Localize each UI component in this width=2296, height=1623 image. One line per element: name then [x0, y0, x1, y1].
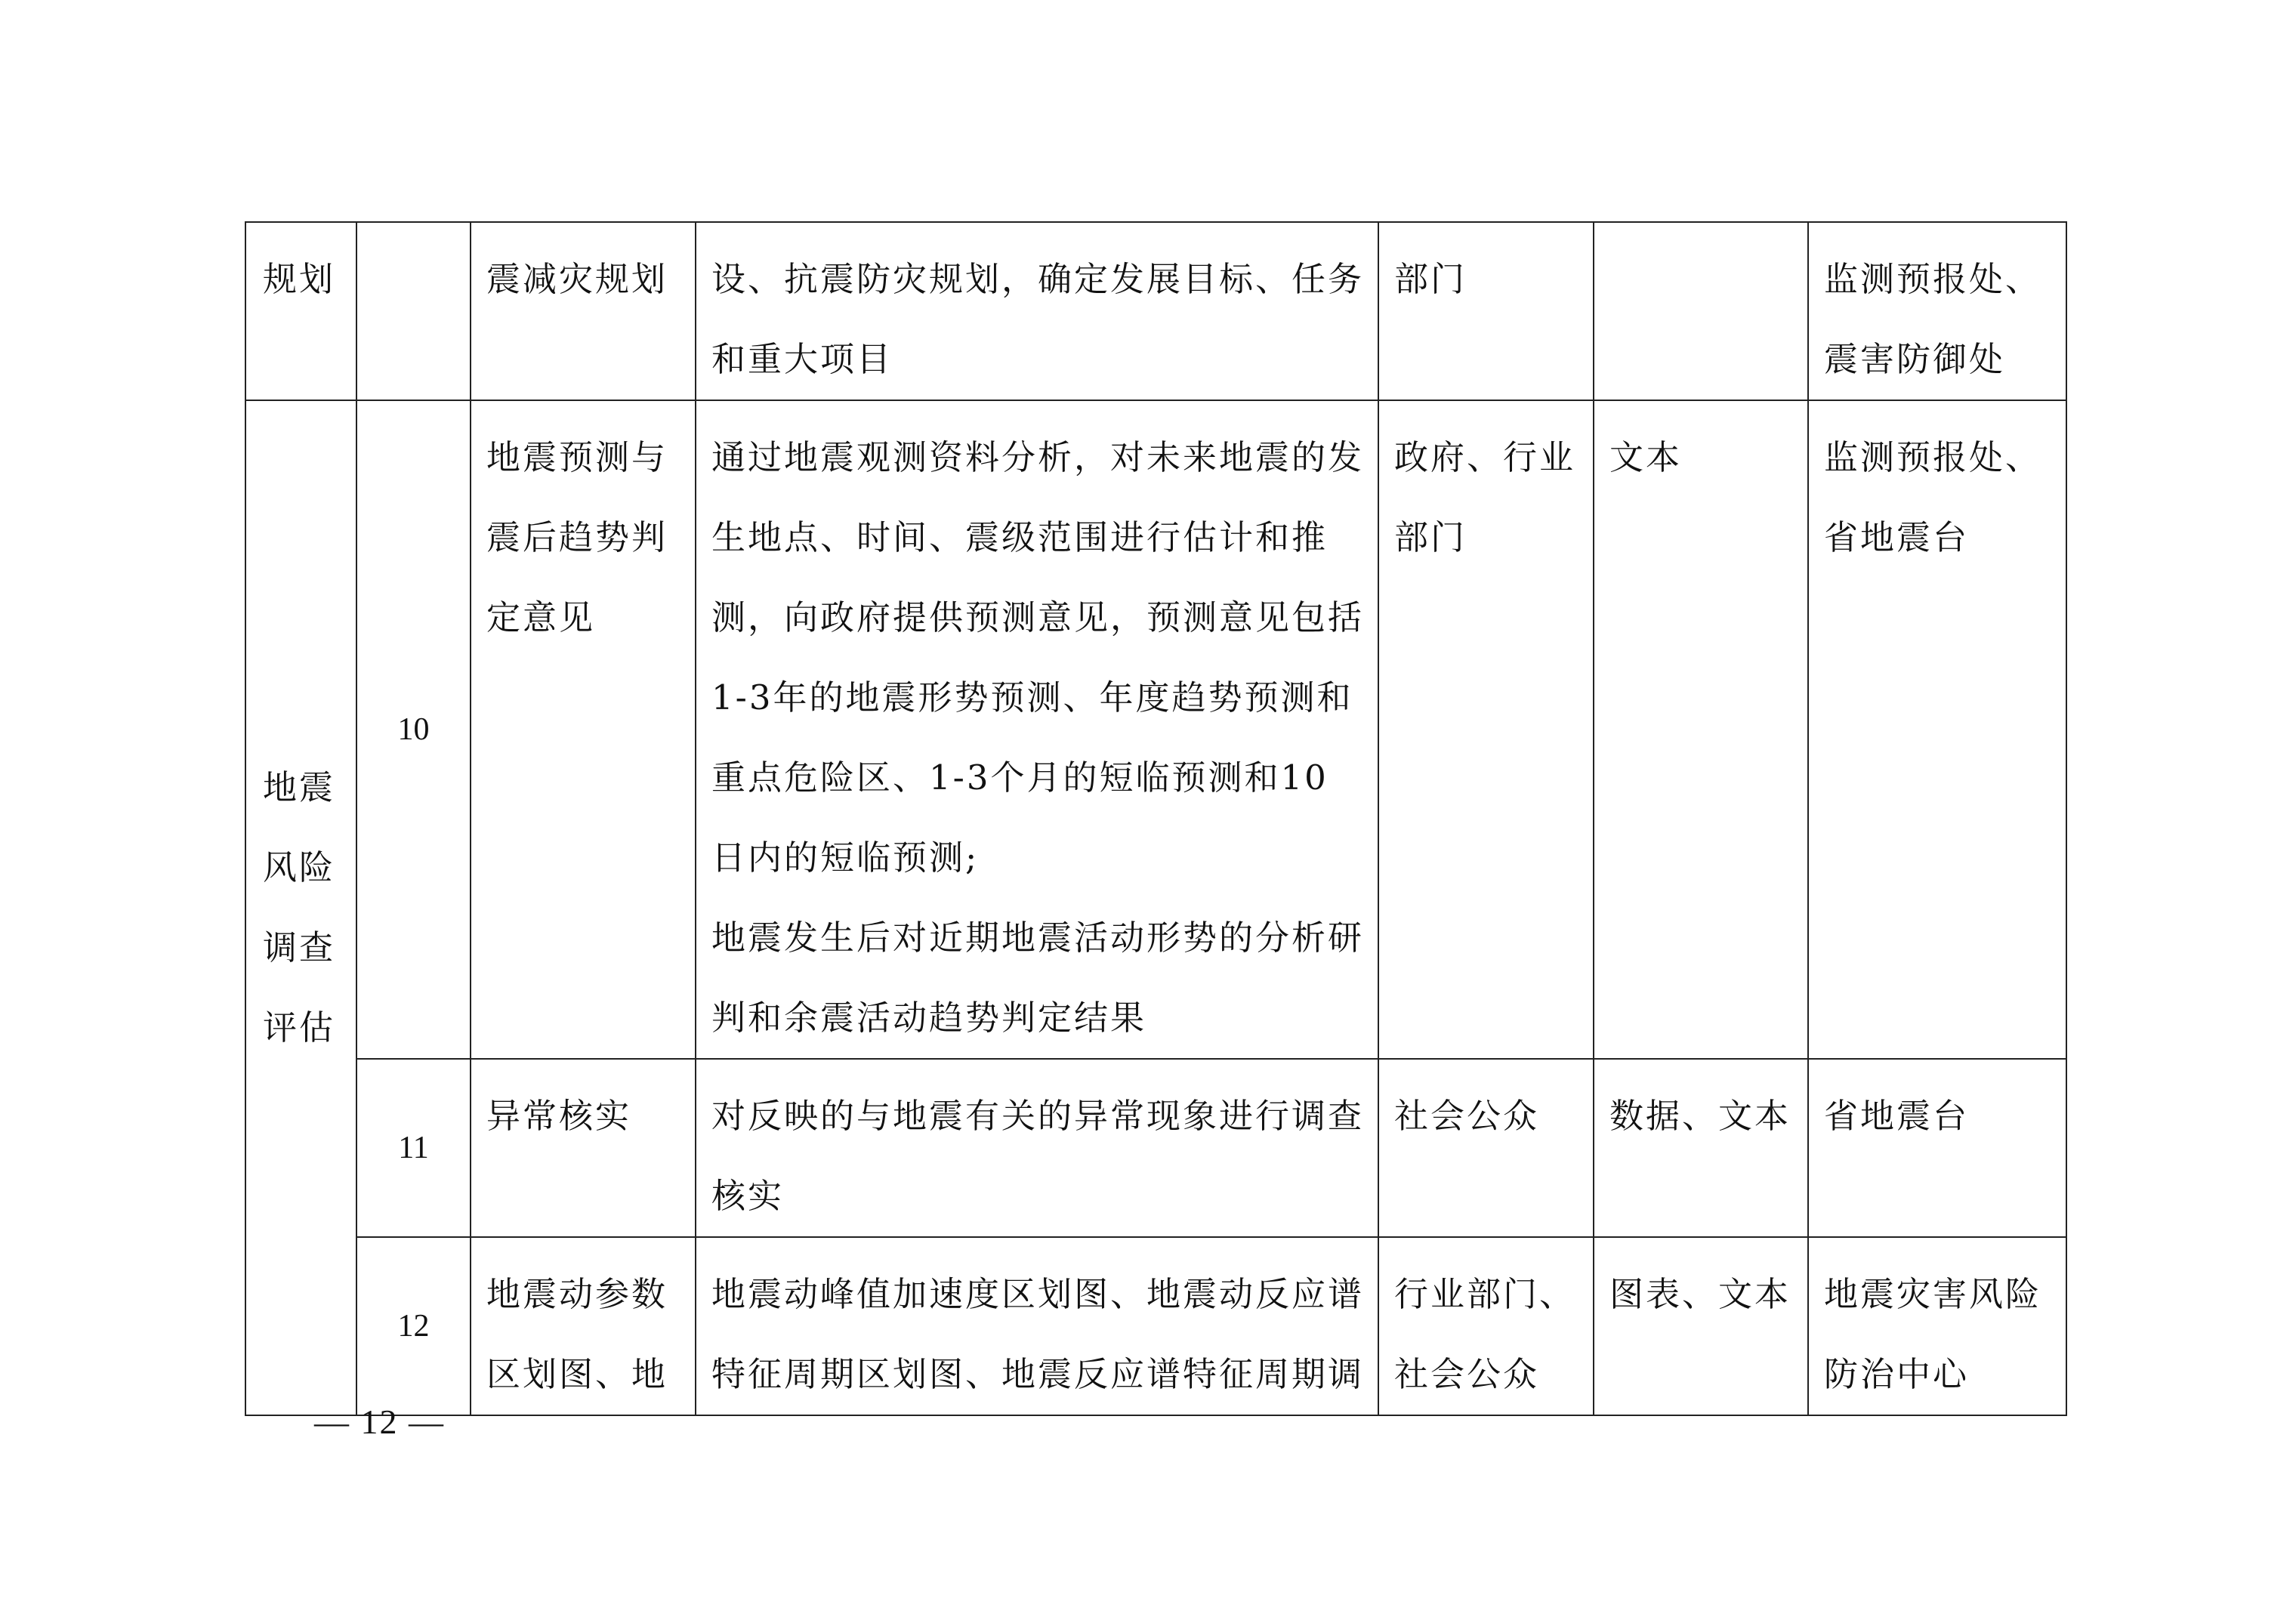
description-paragraph: 通过地震观测资料分析，对未来地震的发生地点、时间、震级范围进行估计和推测，向政府提供预测意见，预测意见包括1-3年的地震形势预测、年度趋势预测和重点危险区、1-3个月的短临预测和10日内的短临预测; [711, 437, 1365, 878]
category-cell: 地震风险调查评估 [245, 400, 356, 1415]
number-cell: 10 [356, 400, 471, 1059]
table-row [245, 1059, 2066, 1237]
number-cell: 11 [356, 1059, 471, 1237]
description-paragraph: 地震发生后对近期地震活动形势的分析研判和余震活动趋势判定结果 [711, 918, 1365, 1038]
item-cell: 地震预测与震后趋势判定意见 [471, 400, 696, 1059]
number-cell: 12 [356, 1237, 471, 1415]
department-cell: 地震灾害风险防治中心 [1808, 1237, 2066, 1415]
target-cell: 社会公众 [1378, 1059, 1594, 1237]
item-cell: 震减灾规划 [471, 222, 696, 400]
page-number: — 12 — [314, 1402, 445, 1441]
table-row [245, 400, 2066, 1059]
number-cell [356, 222, 471, 400]
item-cell: 地震动参数区划图、地 [471, 1237, 696, 1415]
table-row [245, 222, 2066, 400]
service-list-table [245, 221, 2067, 1416]
target-cell: 政府、行业部门 [1378, 400, 1594, 1059]
description-cell: 对反映的与地震有关的异常现象进行调查核实 [696, 1059, 1378, 1237]
item-cell: 异常核实 [471, 1059, 696, 1237]
department-cell: 省地震台 [1808, 1059, 2066, 1237]
format-cell: 文本 [1594, 400, 1808, 1059]
department-cell: 监测预报处、省地震台 [1808, 400, 2066, 1059]
target-cell: 行业部门、社会公众 [1378, 1237, 1594, 1415]
description-cell: 地震动峰值加速度区划图、地震动反应谱特征周期区划图、地震反应谱特征周期调 [696, 1237, 1378, 1415]
table-row [245, 1237, 2066, 1415]
category-cell: 规划 [245, 222, 356, 400]
department-cell: 监测预报处、震害防御处 [1808, 222, 2066, 400]
format-cell: 图表、文本 [1594, 1237, 1808, 1415]
description-cell [696, 400, 1378, 1059]
description-cell: 设、抗震防灾规划，确定发展目标、任务和重大项目 [696, 222, 1378, 400]
format-cell: 数据、文本 [1594, 1059, 1808, 1237]
format-cell [1594, 222, 1808, 400]
target-cell: 部门 [1378, 222, 1594, 400]
